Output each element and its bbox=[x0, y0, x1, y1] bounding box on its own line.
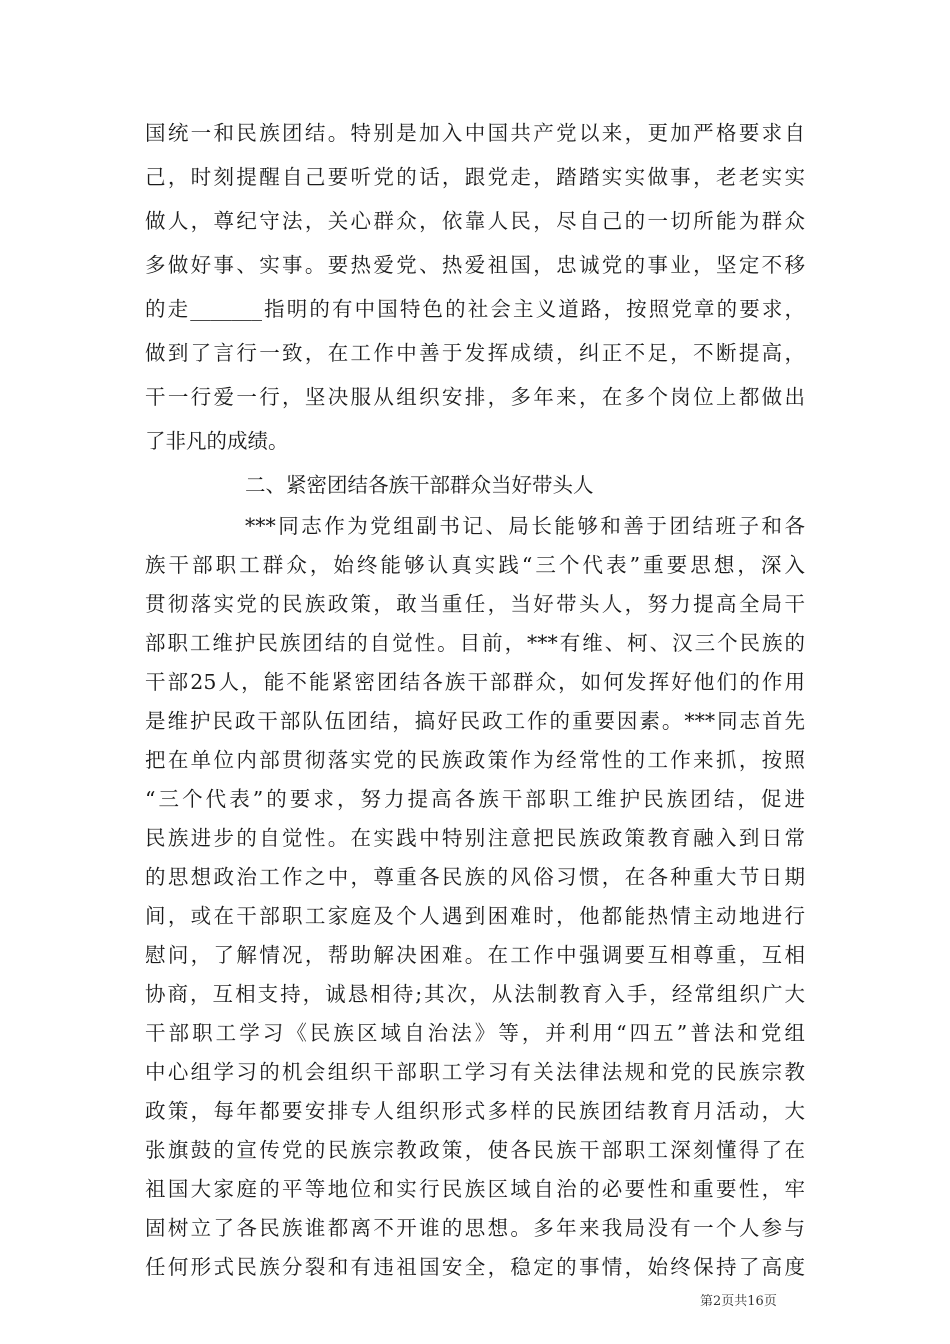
paragraph-line: 干部职工学习《民族区域自治法》等，并利用“四五”普法和党组 bbox=[145, 1021, 805, 1045]
paragraph-line: 贯彻落实党的民族政策，敢当重任，当好带头人，努力提高全局干 bbox=[145, 592, 805, 616]
paragraph-line: 做到了言行一致，在工作中善于发挥成绩，纠正不足，不断提高， bbox=[145, 341, 805, 365]
paragraph-line: 部职工维护民族团结的自觉性。目前，***有维、柯、汉三个民族的 bbox=[145, 631, 805, 655]
paragraph-line: 己，时刻提醒自己要听党的话，跟党走，踏踏实实做事，老老实实 bbox=[145, 165, 805, 189]
paragraph-line: 是维护民政干部队伍团结，搞好民政工作的重要因素。***同志首先 bbox=[145, 709, 805, 733]
paragraph-line: 任何形式民族分裂和有违祖国安全，稳定的事情，始终保持了高度 bbox=[145, 1255, 805, 1279]
paragraph-line: 干部25人，能不能紧密团结各族干部群众，如何发挥好他们的作用 bbox=[145, 670, 805, 694]
paragraph-line: 间，或在干部职工家庭及个人遇到困难时，他都能热情主动地进行 bbox=[145, 904, 805, 928]
paragraph-line: 祖国大家庭的平等地位和实行民族区域自治的必要性和重要性，牢 bbox=[145, 1177, 805, 1201]
paragraph-line: 张旗鼓的宣传党的民族宗教政策，使各民族干部职工深刻懂得了在 bbox=[145, 1138, 805, 1162]
paragraph-line: 了非凡的成绩。 bbox=[145, 429, 289, 453]
paragraph-line: 把在单位内部贯彻落实党的民族政策作为经常性的工作来抓，按照 bbox=[145, 748, 805, 772]
paragraph-line: 国统一和民族团结。特别是加入中国共产党以来，更加严格要求自 bbox=[145, 121, 805, 145]
paragraph-line: 族干部职工群众，始终能够认真实践“三个代表”重要思想，深入 bbox=[145, 553, 805, 577]
paragraph-line: 的走_______指明的有中国特色的社会主义道路，按照党章的要求， bbox=[145, 297, 805, 321]
paragraph-line: 协商，互相支持，诚恳相待;其次，从法制教育入手，经常组织广大 bbox=[145, 982, 805, 1006]
section-heading: 二、紧密团结各族干部群众当好带头人 bbox=[245, 473, 594, 497]
paragraph-line: 民族进步的自觉性。在实践中特别注意把民族政策教育融入到日常 bbox=[145, 826, 805, 850]
paragraph-line: 政策，每年都要安排专人组织形式多样的民族团结教育月活动，大 bbox=[145, 1099, 805, 1123]
paragraph-line: 慰问，了解情况，帮助解决困难。在工作中强调要互相尊重，互相 bbox=[145, 943, 805, 967]
paragraph-line: ***同志作为党组副书记、局长能够和善于团结班子和各 bbox=[245, 514, 805, 538]
paragraph-line: 的思想政治工作之中，尊重各民族的风俗习惯，在各种重大节日期 bbox=[145, 865, 805, 889]
paragraph-line: 固树立了各民族谁都离不开谁的思想。多年来我局没有一个人参与 bbox=[145, 1216, 805, 1240]
paragraph-line: 中心组学习的机会组织干部职工学习有关法律法规和党的民族宗教 bbox=[145, 1060, 805, 1084]
paragraph-line: 做人，尊纪守法，关心群众，依靠人民，尽自己的一切所能为群众 bbox=[145, 209, 805, 233]
paragraph-line: 多做好事、实事。要热爱党、热爱祖国，忠诚党的事业，坚定不移 bbox=[145, 253, 805, 277]
paragraph-line: “三个代表”的要求，努力提高各族干部职工维护民族团结，促进 bbox=[145, 787, 805, 811]
page-number-footer: 第2页共16页 bbox=[700, 1294, 777, 1309]
paragraph-line: 干一行爱一行，坚决服从组织安排，多年来，在多个岗位上都做出 bbox=[145, 385, 805, 409]
